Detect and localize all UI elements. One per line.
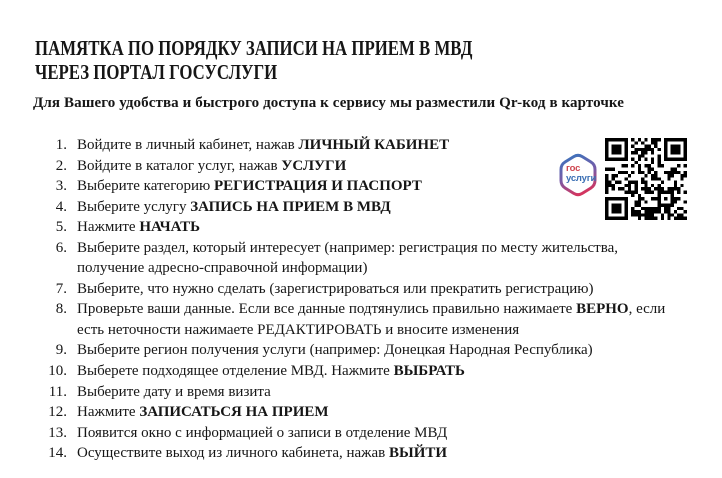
list-item-text: Нажмите НАЧАТЬ <box>77 219 201 236</box>
list-item-number: 13. <box>48 424 67 441</box>
list-item <box>46 402 680 423</box>
list-item-number: 7. <box>55 280 67 297</box>
list-item-number: 8. <box>55 301 67 318</box>
page-subtitle: Для Вашего удобства и быстрого доступа к сервису мы разместили Qr-код в карточке <box>33 95 625 111</box>
qr-code <box>605 138 687 220</box>
list-item-text: Выберете подходящее отделение МВД. Нажмите ВЫБРАТЬ <box>77 363 465 380</box>
list-item <box>46 238 680 279</box>
list-item <box>46 340 680 361</box>
list-item-number: 10. <box>48 363 67 380</box>
list-item-text: Появится окно с информацией о записи в отделение МВД <box>77 424 448 441</box>
list-item <box>46 197 680 218</box>
list-item <box>46 361 680 382</box>
list-item <box>46 382 680 403</box>
logo-text-uslugi: услуги <box>566 173 597 184</box>
list-item-number: 3. <box>55 178 67 195</box>
list-item-number: 11. <box>48 383 67 400</box>
list-item-text: Выберите дату и время визита <box>77 383 271 400</box>
gosuslugi-logo <box>556 151 600 199</box>
list-item <box>46 279 680 300</box>
list-item-number: 6. <box>55 239 67 256</box>
logo-text-gos: гос <box>566 163 581 174</box>
list-item-text: Нажмите ЗАПИСАТЬСЯ НА ПРИЕМ <box>77 404 329 421</box>
list-item-text: Войдите в каталог услуг, нажав УСЛУГИ <box>77 157 347 174</box>
list-item-number: 9. <box>55 342 67 359</box>
list-item-text: Выберите категорию РЕГИСТРАЦИЯ И ПАСПОРТ <box>77 178 422 195</box>
list-item-text: Выберите раздел, который интересует (например: регистрация по месту жительства, получение адресно-справочной информации) <box>77 239 619 277</box>
page-title-line-1: ПАМЯТКА ПО ПОРЯДКУ ЗАПИСИ НА ПРИЕМ В МВД <box>35 36 473 60</box>
list-item-text: Осуществите выход из личного кабинета, нажав ВЫЙТИ <box>77 445 448 462</box>
list-item <box>46 217 680 238</box>
list-item-text: Выберите, что нужно сделать (зарегистрироваться или прекратить регистрацию) <box>77 280 594 297</box>
list-item-number: 12. <box>48 404 67 421</box>
page-title <box>35 36 472 84</box>
list-item-number: 1. <box>55 137 67 153</box>
page-title-line-2: ЧЕРЕЗ ПОРТАЛ ГОСУСЛУГИ <box>35 60 278 84</box>
list-item-number: 2. <box>55 157 67 174</box>
list-item-number: 14. <box>48 445 67 462</box>
list-item-text: Войдите в личный кабинет, нажав ЛИЧНЫЙ КАБИНЕТ <box>77 137 450 153</box>
list-item-text: Проверьте ваши данные. Если все данные подтянулись правильно нажимаете ВЕРНО, если есть неточности нажимаете РЕДАКТИРОВАТЬ и вносите изменения <box>77 301 666 338</box>
list-item-number: 4. <box>55 198 67 215</box>
list-item <box>46 443 680 464</box>
list-item-number: 5. <box>55 219 67 236</box>
list-item <box>46 423 680 444</box>
list-item <box>46 299 680 340</box>
list-item-text: Выберите услугу ЗАПИСЬ НА ПРИЕМ В МВД <box>77 198 391 215</box>
list-item-text: Выберите регион получения услуги (например: Донецкая Народная Республика) <box>77 342 593 359</box>
